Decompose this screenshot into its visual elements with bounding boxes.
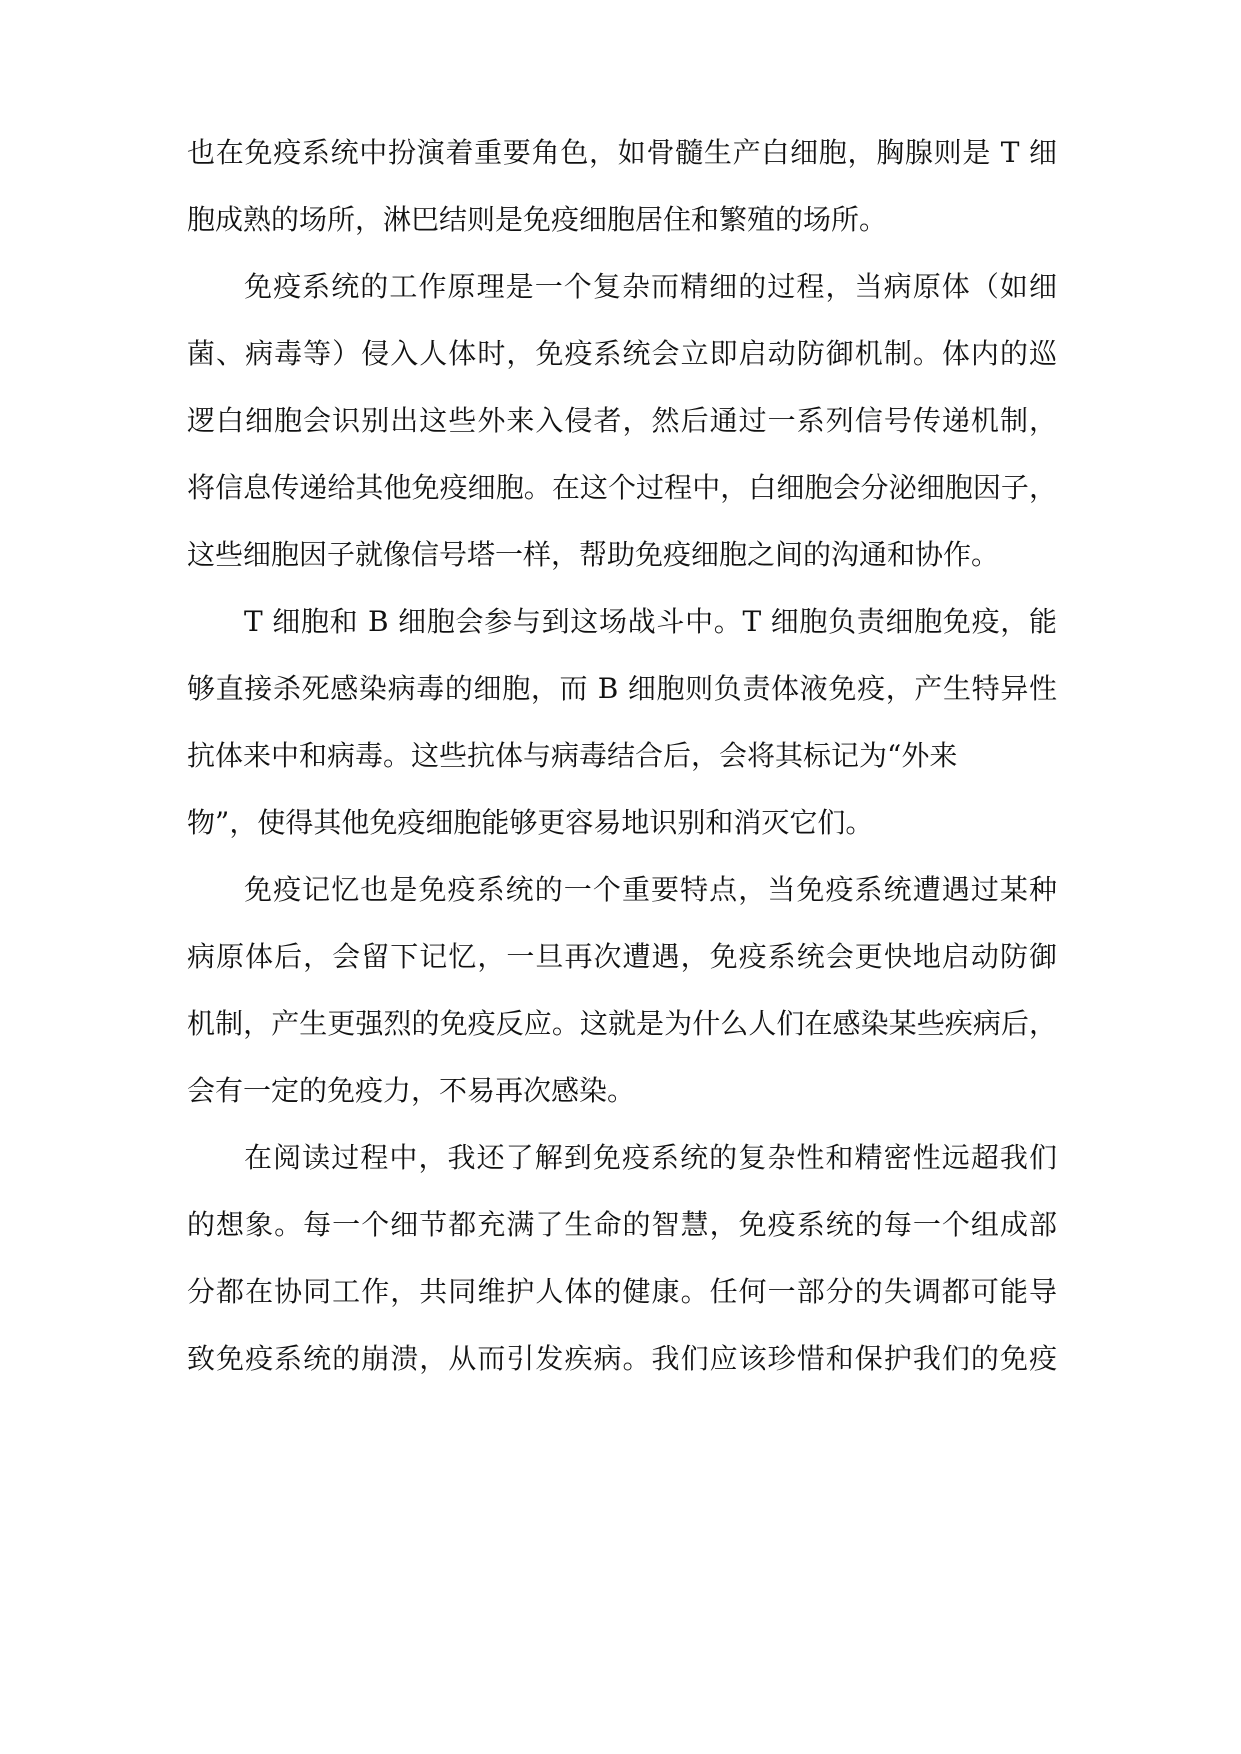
- text-line: 菌、病毒等）侵入人体时，免疫系统会立即启动防御机制。体内的巡: [187, 337, 1057, 370]
- paragraph-first-line: 在阅读过程中，我还了解到免疫系统的复杂性和精密性远超我们: [244, 1141, 1057, 1174]
- text-line: 致免疫系统的崩溃，从而引发疾病。我们应该珍惜和保护我们的免疫: [187, 1342, 1057, 1375]
- text-line: 会有一定的免疫力，不易再次感染。: [187, 1074, 636, 1107]
- text-line: 抗体来中和病毒。这些抗体与病毒结合后，会将其标记为“外来: [187, 739, 958, 772]
- paragraph-first-line: 免疫系统的工作原理是一个复杂而精细的过程，当病原体（如细: [244, 270, 1057, 303]
- text-line: 分都在协同工作，共同维护人体的健康。任何一部分的失调都可能导: [187, 1275, 1057, 1308]
- text-line: 这些细胞因子就像信号塔一样，帮助免疫细胞之间的沟通和协作。: [187, 538, 1000, 571]
- text-line: 病原体后，会留下记忆，一旦再次遭遇，免疫系统会更快地启动防御: [187, 940, 1057, 973]
- text-line: 的想象。每一个细节都充满了生命的智慧，免疫系统的每一个组成部: [187, 1208, 1057, 1241]
- text-line: 也在免疫系统中扮演着重要角色，如骨髓生产白细胞，胸腺则是 T 细: [187, 136, 1057, 169]
- paragraph-first-line: 免疫记忆也是免疫系统的一个重要特点，当免疫系统遭遇过某种: [244, 873, 1057, 906]
- paragraph-first-line: T 细胞和 B 细胞会参与到这场战斗中。T 细胞负责细胞免疫，能: [244, 605, 1057, 638]
- text-line: 胞成熟的场所，淋巴结则是免疫细胞居住和繁殖的场所。: [187, 203, 888, 236]
- text-line: 将信息传递给其他免疫细胞。在这个过程中，白细胞会分泌细胞因子，: [187, 471, 1057, 504]
- text-line: 机制，产生更强烈的免疫反应。这就是为什么人们在感染某些疾病后，: [187, 1007, 1057, 1040]
- text-line: 逻白细胞会识别出这些外来入侵者，然后通过一系列信号传递机制，: [187, 404, 1057, 437]
- text-line: 够直接杀死感染病毒的细胞，而 B 细胞则负责体液免疫，产生特异性: [187, 672, 1057, 705]
- text-line: 物”，使得其他免疫细胞能够更容易地识别和消灭它们。: [187, 806, 874, 839]
